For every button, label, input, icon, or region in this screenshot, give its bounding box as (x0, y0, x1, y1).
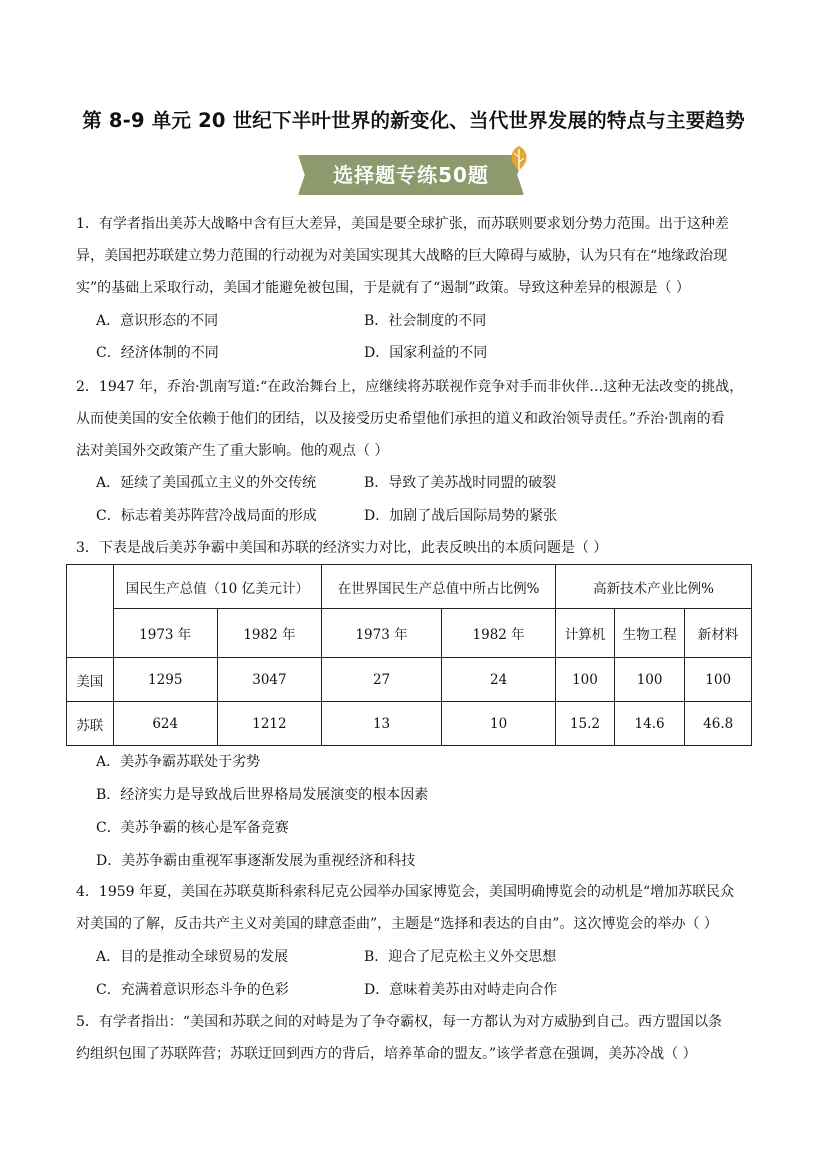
section-banner (298, 145, 534, 199)
table-cell: 13 (322, 702, 442, 746)
q2-option-c[interactable]: C．标志着美苏阵营冷战局面的形成 (96, 508, 317, 524)
question-3-stem (76, 532, 756, 564)
table-group-header: 国民生产总值（10 亿美元计） (113, 565, 321, 609)
q2-option-d[interactable]: D．加剧了战后国际局势的紧张 (364, 508, 558, 524)
table-cell: 14.6 (614, 702, 685, 746)
table-sub-header: 1973 年 (322, 609, 442, 658)
q4-option-b[interactable]: B．迎合了尼克松主义外交思想 (364, 949, 557, 965)
stem-line: 从而使美国的安全依赖于他们的团结，以及接受历史希望他们承担的道义和政治领导责任。”乔治·凯南的看 (76, 411, 725, 427)
banner-label: 选择题专练50题 (333, 163, 489, 187)
q3-option-c[interactable]: C．美苏争霸的核心是军备竞赛 (96, 820, 289, 836)
table-header-row (67, 565, 752, 609)
stem-line: 实”的基础上采取行动，美国才能避免被包围，于是就有了“遏制”政策。导致这种差异的根源是（ ） (76, 280, 690, 296)
q4-option-a[interactable]: A．目的是推动全球贸易的发展 (96, 949, 289, 965)
table-cell: 27 (322, 658, 442, 702)
table-cell: 1295 (113, 658, 217, 702)
table-cell: 1212 (217, 702, 321, 746)
stem-line: 异，美国把苏联建立势力范围的行动视为对美国实现其大战略的巨大障碍与威胁，认为只有在“地缘政治现 (76, 248, 728, 264)
table-row-label: 美国 (67, 658, 114, 702)
stem-line: 1．有学者指出美苏大战略中含有巨大差异，美国是要全球扩张，而苏联则要求划分势力范围。出于这种差 (76, 216, 729, 232)
q4-option-c[interactable]: C．充满着意识形态斗争的色彩 (96, 982, 289, 998)
table-cell: 24 (442, 658, 556, 702)
table-cell: 46.8 (685, 702, 752, 746)
table-sub-header: 1973 年 (113, 609, 217, 658)
table-sub-header: 1982 年 (217, 609, 321, 658)
question-5-stem (76, 1006, 756, 1070)
table-cell: 100 (685, 658, 752, 702)
q4-option-d[interactable]: D．意味着美苏由对峙走向合作 (364, 982, 558, 998)
question-4-stem (76, 876, 756, 940)
table-row-label: 苏联 (67, 702, 114, 746)
q3-option-b[interactable]: B．经济实力是导致战后世界格局发展演变的根本因素 (96, 787, 429, 803)
stem-line: 4．1959 年夏，美国在苏联莫斯科索科尼克公园举办国家博览会，美国明确博览会的动机是“增加苏联民众 (76, 884, 735, 900)
q3-option-d[interactable]: D．美苏争霸由重视军事逐渐发展为重视经济和科技 (96, 853, 416, 869)
table-cell: 624 (113, 702, 217, 746)
stem-line: 约组织包围了苏联阵营；苏联迂回到西方的背后，培养革命的盟友。”该学者意在强调，美苏冷战（ ） (76, 1046, 697, 1062)
table-row (67, 702, 752, 746)
stem-line: 2．1947 年，乔治·凯南写道:“在政治舞台上，应继续将苏联视作竞争对手而非伙伴…这种无法改变的挑战， (76, 379, 744, 395)
table-cell: 15.2 (556, 702, 615, 746)
page-title: 第 8-9 单元 20 世纪下半叶世界的新变化、当代世界发展的特点与主要趋势 (82, 109, 745, 132)
table-sub-header: 1982 年 (442, 609, 556, 658)
question-1-stem (76, 208, 756, 304)
table-cell: 100 (614, 658, 685, 702)
stem-line: 对美国的了解，反击共产主义对美国的肆意歪曲”，主题是“选择和表达的自由”。这次博览会的举办（ ） (76, 916, 718, 932)
table-corner-cell (67, 565, 114, 658)
q1-option-d[interactable]: D．国家利益的不同 (364, 345, 488, 361)
table-cell: 3047 (217, 658, 321, 702)
q1-option-a[interactable]: A．意识形态的不同 (96, 313, 219, 329)
table-group-header: 在世界国民生产总值中所占比例% (322, 565, 556, 609)
table-subheader-row (67, 609, 752, 658)
q2-option-a[interactable]: A．延续了美国孤立主义的外交传统 (96, 475, 317, 491)
table-cell: 10 (442, 702, 556, 746)
table-sub-header: 生物工程 (614, 609, 685, 658)
leaf-icon (504, 143, 534, 173)
economic-comparison-table (66, 564, 752, 746)
table-cell: 100 (556, 658, 615, 702)
table-group-header: 高新技术产业比例% (556, 565, 752, 609)
question-2-stem (76, 371, 756, 467)
table-sub-header: 计算机 (556, 609, 615, 658)
q1-option-c[interactable]: C．经济体制的不同 (96, 345, 219, 361)
q1-option-b[interactable]: B．社会制度的不同 (364, 313, 487, 329)
q3-option-a[interactable]: A．美苏争霸苏联处于劣势 (96, 754, 261, 770)
stem-line: 3．下表是战后美苏争霸中美国和苏联的经济实力对比，此表反映出的本质问题是（ ） (76, 540, 608, 556)
table-sub-header: 新材料 (685, 609, 752, 658)
stem-line: 5．有学者指出：“美国和苏联之间的对峙是为了争夺霸权，每一方都认为对方威胁到自己。西方盟国以条 (76, 1014, 723, 1030)
table-row (67, 658, 752, 702)
q2-option-b[interactable]: B．导致了美苏战时同盟的破裂 (364, 475, 557, 491)
stem-line: 法对美国外交政策产生了重大影响。他的观点（ ） (76, 443, 389, 459)
